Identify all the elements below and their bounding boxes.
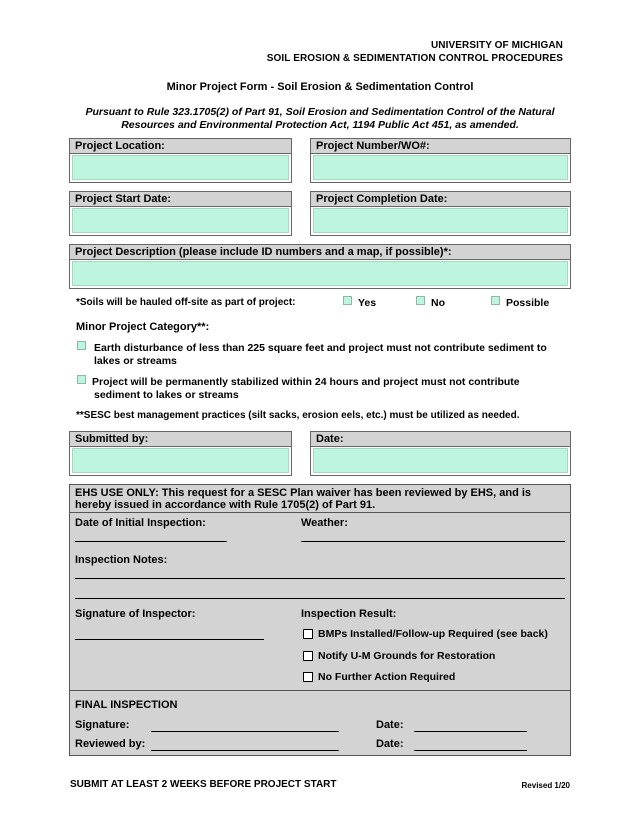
category-note: **SESC best management practices (silt sacks, erosion eels, etc.) must be utilized as needed.: [76, 410, 520, 421]
start-date-field[interactable]: [72, 208, 289, 233]
inspection-notes-label: Inspection Notes:: [75, 554, 168, 566]
category-option1-line2: lakes or streams: [94, 355, 177, 367]
ehs-heading-line2: hereby issued in accordance with Rule 1705(2) of Part 91.: [75, 499, 376, 511]
submitted-by-label: Submitted by:: [70, 432, 291, 447]
project-location-label: Project Location:: [70, 139, 291, 154]
project-number-field[interactable]: [313, 155, 568, 180]
weather-line[interactable]: [301, 541, 565, 542]
category-option1-checkbox[interactable]: [77, 341, 86, 350]
header-org: UNIVERSITY OF MICHIGAN: [430, 40, 563, 51]
inspection-notes-line2[interactable]: [75, 598, 565, 599]
subtitle-line2: Resources and Environmental Protection Act, 1194 Public Act 451, as amended.: [121, 119, 519, 131]
initial-inspection-label: Date of Initial Inspection:: [75, 517, 206, 529]
category-option2-checkbox[interactable]: [77, 375, 86, 384]
project-number-label: Project Number/WO#:: [311, 139, 570, 154]
start-date-box: [69, 191, 292, 236]
date-box: [310, 431, 571, 476]
soils-no-checkbox[interactable]: [416, 296, 425, 305]
inspection-notes-line1[interactable]: [75, 578, 565, 579]
final-reviewed-label: Reviewed by:: [75, 738, 146, 750]
soils-yes-label: Yes: [358, 297, 377, 309]
weather-label: Weather:: [301, 517, 348, 529]
category-heading: Minor Project Category**:: [76, 321, 210, 333]
result-no-action-label: No Further Action Required: [318, 671, 456, 683]
inspector-signature-label: Signature of Inspector:: [75, 608, 196, 620]
soils-no-label: No: [431, 297, 445, 309]
soils-question: *Soils will be hauled off-site as part of project:: [76, 297, 296, 308]
final-date1-label: Date:: [376, 719, 404, 731]
description-box: [69, 244, 571, 289]
result-notify-checkbox[interactable]: [303, 651, 313, 661]
ehs-section: [69, 484, 571, 756]
ehs-heading-line1: EHS USE ONLY: This request for a SESC Plan waiver has been reviewed by EHS, and is: [75, 487, 532, 499]
project-location-box: [69, 138, 292, 183]
ehs-heading-divider: [70, 512, 570, 513]
final-inspection-heading: FINAL INSPECTION: [75, 699, 178, 711]
project-location-field[interactable]: [72, 155, 289, 180]
final-inspection-divider: [70, 690, 570, 691]
inspector-signature-line[interactable]: [75, 639, 264, 640]
date-field[interactable]: [313, 448, 568, 473]
footer-submit-note: SUBMIT AT LEAST 2 WEEKS BEFORE PROJECT START: [70, 779, 337, 790]
soils-possible-checkbox[interactable]: [491, 296, 500, 305]
completion-date-field[interactable]: [313, 208, 568, 233]
final-date2-label: Date:: [376, 738, 404, 750]
final-date1-line[interactable]: [414, 731, 527, 732]
submitted-by-field[interactable]: [72, 448, 289, 473]
header-procedures: SOIL EROSION & SEDIMENTATION CONTROL PROCEDURES: [266, 53, 563, 64]
result-bmps-checkbox[interactable]: [303, 629, 313, 639]
description-field[interactable]: [72, 261, 568, 286]
category-option2-line1: Project will be permanently stabilized within 24 hours and project must not contribute: [92, 376, 520, 388]
form-title: Minor Project Form - Soil Erosion & Sedimentation Control: [166, 81, 474, 93]
final-reviewed-line[interactable]: [151, 750, 339, 751]
footer-revised: Revised 1/20: [521, 781, 570, 790]
category-option1-line1: Earth disturbance of less than 225 square feet and project must not contribute sediment to: [94, 342, 547, 354]
description-label: Project Description (please include ID numbers and a map, if possible)*:: [70, 245, 570, 260]
final-signature-label: Signature:: [75, 719, 130, 731]
initial-inspection-line[interactable]: [75, 541, 227, 542]
category-option2-line2: sediment to lakes or streams: [94, 389, 239, 401]
result-no-action-checkbox[interactable]: [303, 672, 313, 682]
result-notify-label: Notify U-M Grounds for Restoration: [318, 650, 496, 662]
result-bmps-label: BMPs Installed/Follow-up Required (see back): [318, 628, 548, 640]
date-label: Date:: [311, 432, 570, 447]
subtitle-line1: Pursuant to Rule 323.1705(2) of Part 91, Soil Erosion and Sedimentation Control of the Natural: [85, 106, 555, 118]
final-signature-line[interactable]: [151, 731, 339, 732]
submitted-by-box: [69, 431, 292, 476]
inspection-result-label: Inspection Result:: [301, 608, 397, 620]
start-date-label: Project Start Date:: [70, 192, 291, 207]
completion-date-label: Project Completion Date:: [311, 192, 570, 207]
completion-date-box: [310, 191, 571, 236]
soils-yes-checkbox[interactable]: [343, 296, 352, 305]
soils-possible-label: Possible: [506, 297, 550, 309]
project-number-box: [310, 138, 571, 183]
final-date2-line[interactable]: [414, 750, 527, 751]
